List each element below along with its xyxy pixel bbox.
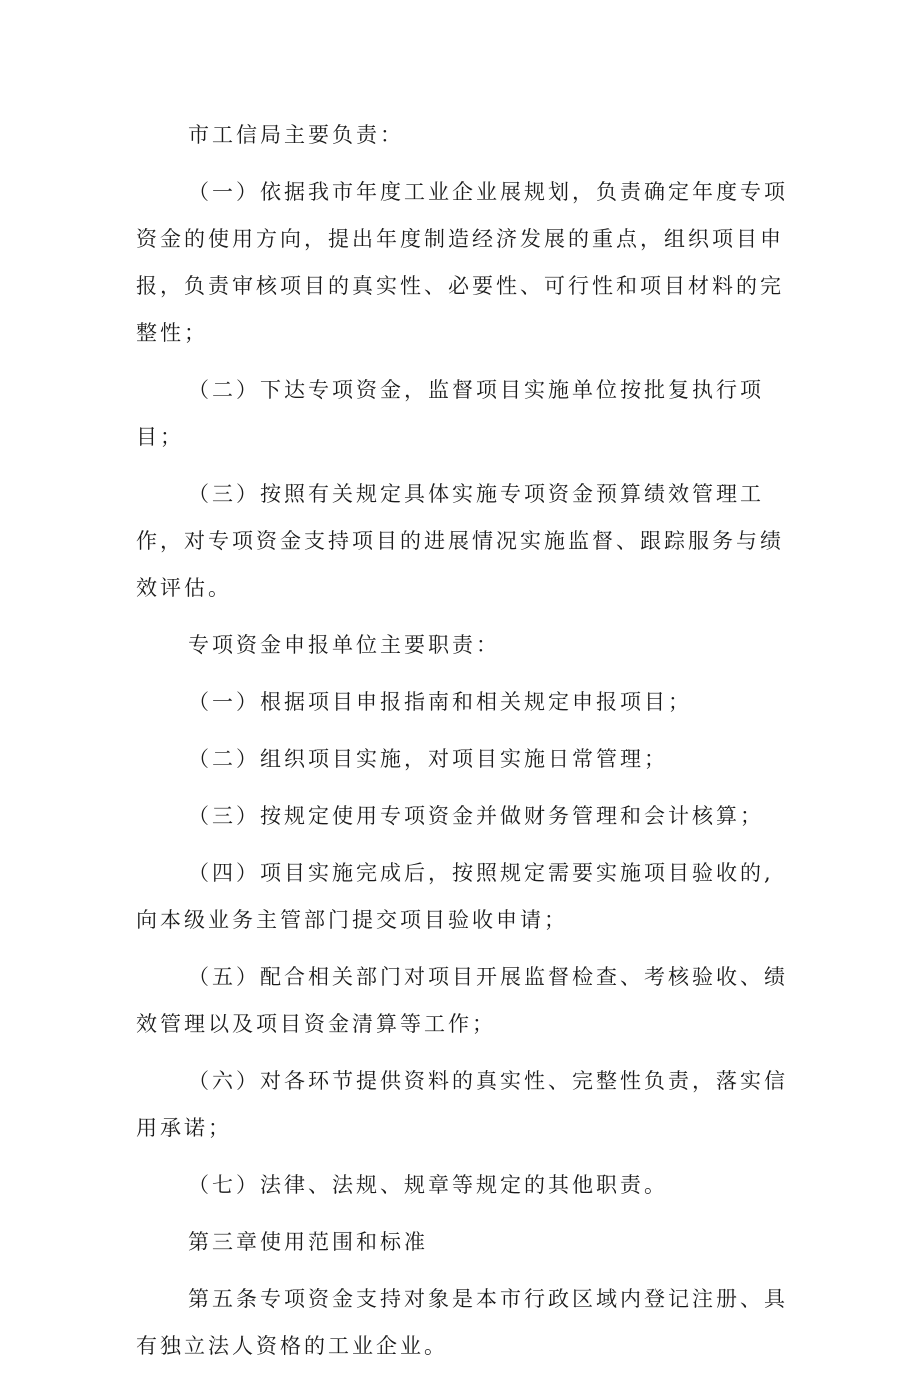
paragraph-bureau-duty-3: （三）按照有关规定具体实施专项资金预算绩效管理工作，对专项资金支持项目的进展情况实施监督、跟踪服务与绩效评估。 [136,482,784,600]
paragraph-bureau-duties-heading: 市工信局主要负责： [188,123,404,147]
paragraph-bureau-duty-1: （一）依据我市年度工业企业展规划，负责确定年度专项资金的使用方向，提出年度制造经济发展的重点，组织项目申报，负责审核项目的真实性、必要性、可行性和项目材料的完整性； [136,180,788,345]
paragraph-applicant-duty-4: （四）项目实施完成后，按照规定需要实施项目验收的,向本级业务主管部门提交项目验收申请； [136,861,774,932]
paragraph-bureau-duty-2: （二）下达专项资金，监督项目实施单位按批复执行项目； [136,378,764,449]
paragraph-applicant-duty-2: （二）组织项目实施，对项目实施日常管理； [188,747,668,771]
paragraph-applicant-duty-3: （三）按规定使用专项资金并做财务管理和会计核算； [188,804,764,828]
document-body [136,112,796,1380]
paragraph-applicant-duties-heading: 专项资金申报单位主要职责： [188,633,500,657]
paragraph-applicant-duty-1: （一）根据项目申报指南和相关规定申报项目； [188,690,692,714]
paragraph-applicant-duty-5: （五）配合相关部门对项目开展监督检查、考核验收、绩效管理以及项目资金清算等工作； [136,965,788,1036]
chapter-heading: 第三章使用范围和标准 [188,1230,428,1254]
paragraph-applicant-duty-6: （六）对各环节提供资料的真实性、完整性负责，落实信用承诺； [136,1069,788,1140]
paragraph-applicant-duty-7: （七）法律、法规、规章等规定的其他职责。 [188,1173,668,1197]
paragraph-article-5: 第五条专项资金支持对象是本市行政区域内登记注册、具有独立法人资格的工业企业。 [136,1287,788,1358]
